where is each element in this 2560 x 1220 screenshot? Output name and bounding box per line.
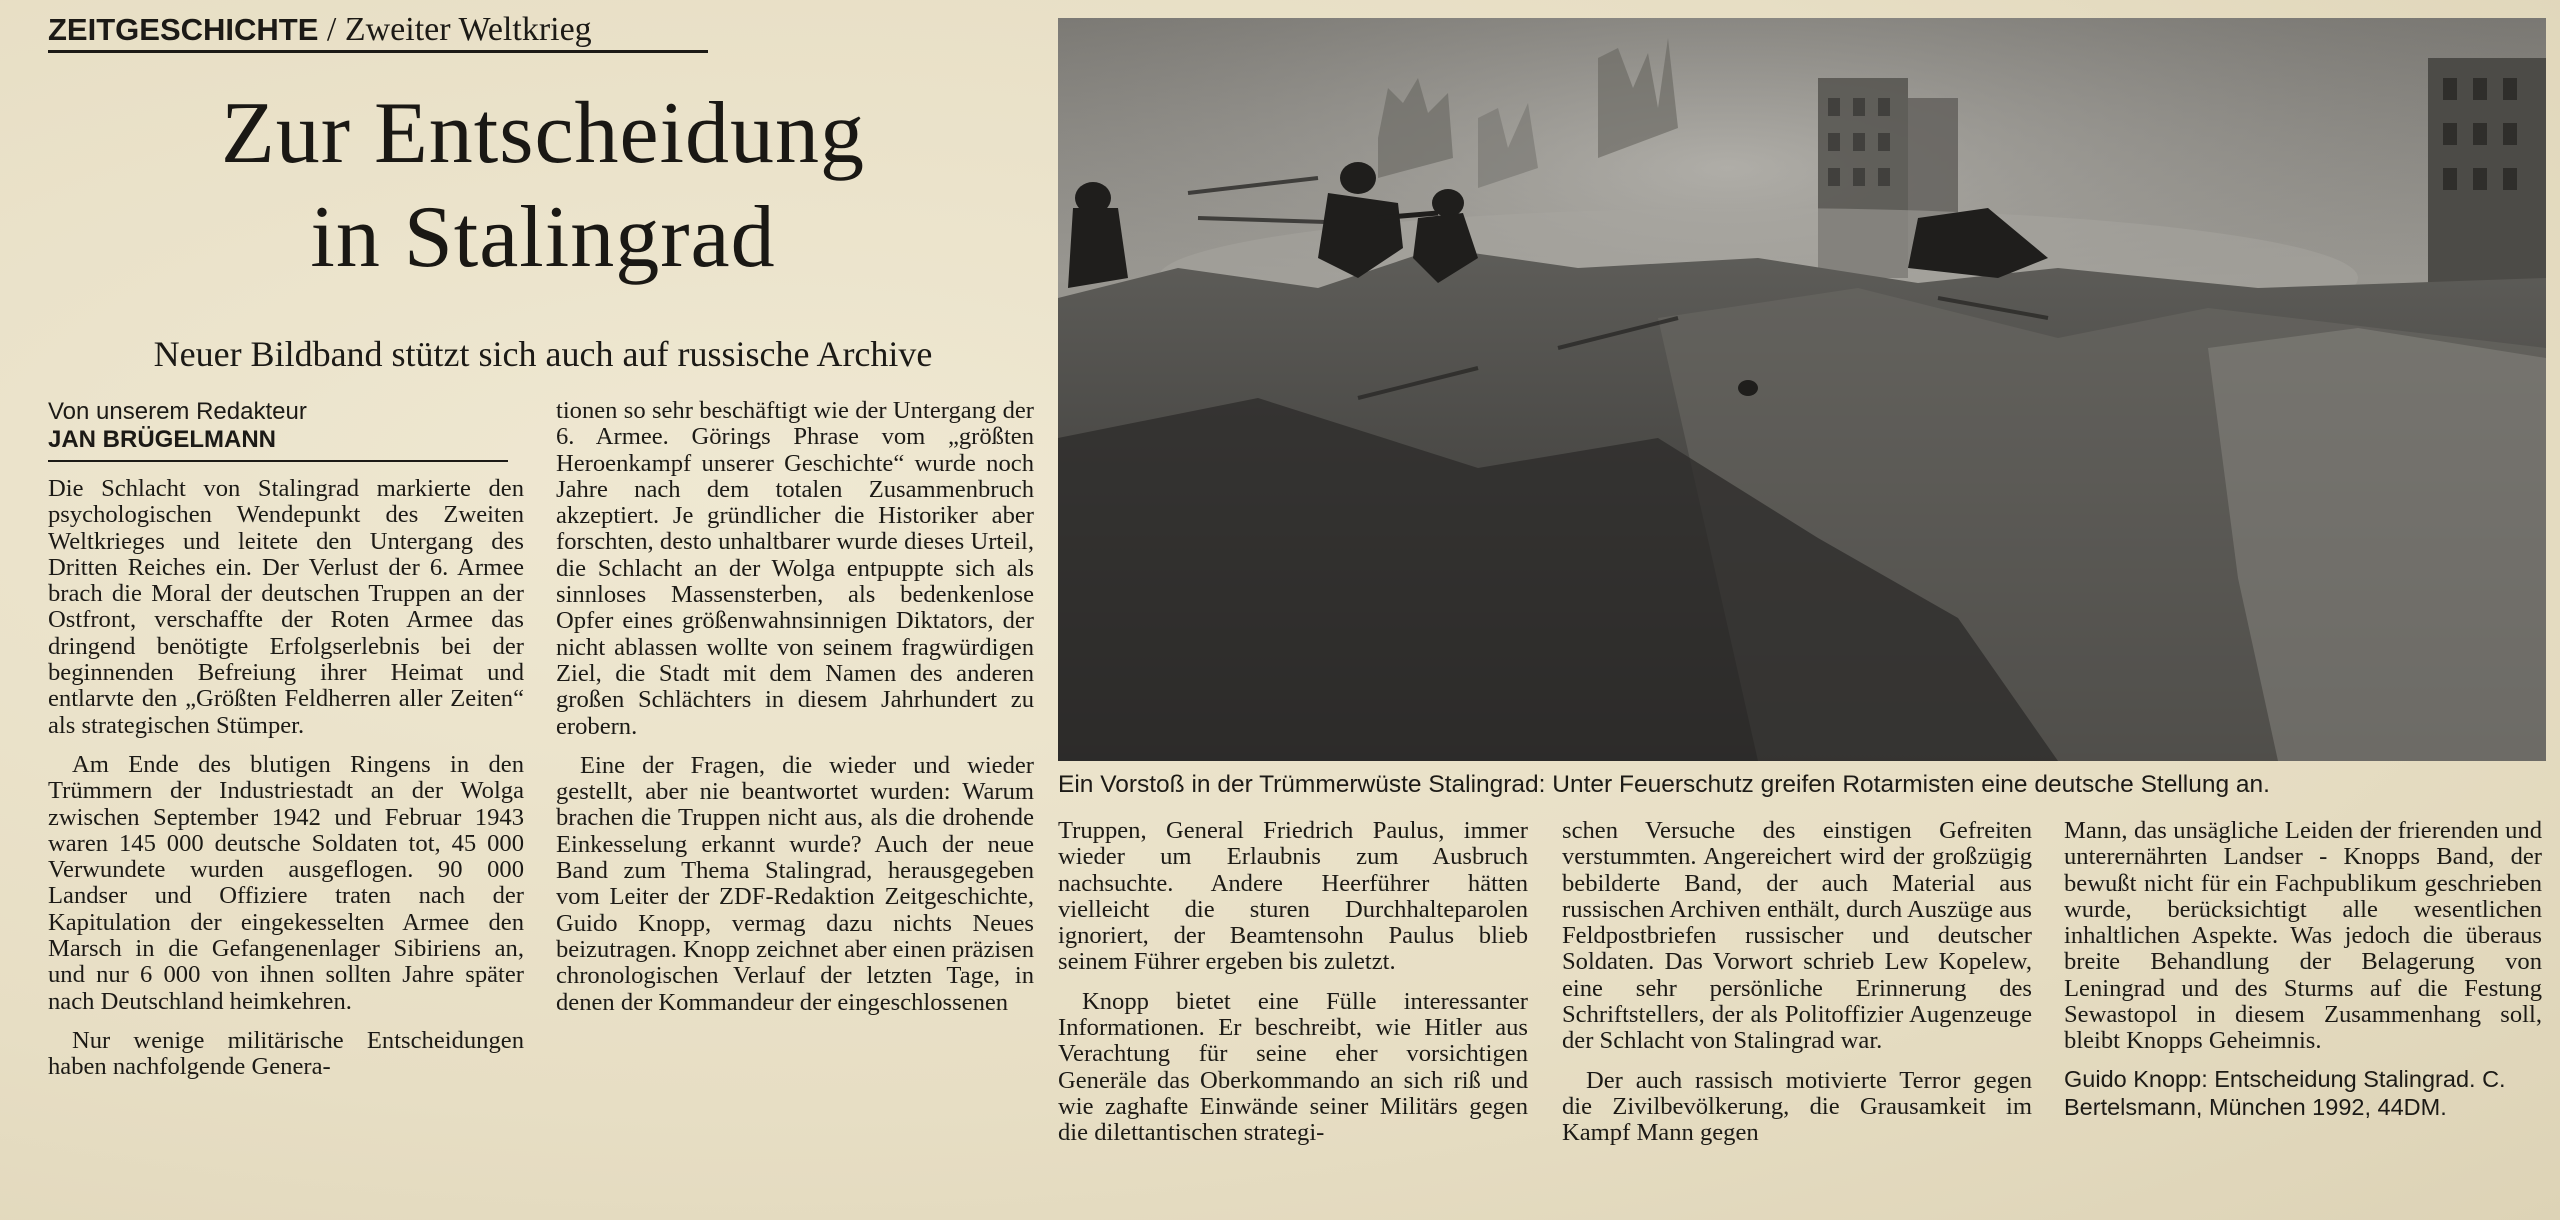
- photo-caption: Ein Vorstoß in der Trümmerwüste Stalingrad: Unter Feuerschutz greifen Rotarmisten eine deutsche Stellung an.: [1058, 771, 2270, 798]
- paragraph: Truppen, General Friedrich Paulus, immer wieder um Erlaubnis zum Ausbruch nachsuchte. Andere Heerführer hätten vielleicht die sturen Durchhalteparolen ignoriert, der Beamtensohn Paulus blieb seinem Führer ergeben bis zuletzt.: [1058, 817, 1528, 976]
- war-photo: [1058, 18, 2546, 761]
- article-headline: [48, 82, 1038, 290]
- article-column-4: [1562, 818, 2032, 1147]
- byline: [48, 398, 508, 462]
- paragraph: Mann, das unsägliche Leiden der frierenden und unterernährten Landser - Knopps Band, der bewußt nicht für ein Fachpublikum geschrieben wurde, berücksichtigt alle wesentlichen inhaltlichen Aspekte. Was jedoch die überaus breite Behandlung der Belagerung von Leningrad und des Sturms auf die Festung Sewastopol in diesem Zusammenhang soll, bleibt Knopps Geheimnis.: [2064, 817, 2542, 1055]
- article-column-5: [2064, 818, 2542, 1121]
- book-reference: Guido Knopp: Entscheidung Stalingrad. C. Bertelsmann, München 1992, 44DM.: [2064, 1065, 2506, 1120]
- article-column-3: [1058, 818, 1528, 1147]
- article-subtitle: Neuer Bildband stützt sich auch auf russische Archive: [153, 334, 933, 374]
- paragraph: Nur wenige militärische Entscheidungen haben nachfolgende Genera-: [48, 1026, 524, 1081]
- paragraph: Knopp bietet eine Fülle interessanter Informationen. Er beschreibt, wie Hitler aus Verachtung für seine eher vorsichtigen Generäle das Oberkommando an sich riß und wie zaghafte Einwände seiner Militärs gegen die dilettantischen strategi-: [1058, 987, 1528, 1147]
- kicker-separator: /: [318, 11, 345, 48]
- headline-line-1: Zur Entscheidung: [220, 85, 866, 182]
- headline-line-2: in Stalingrad: [310, 189, 776, 286]
- paragraph: Der auch rassisch motivierte Terror gegen die Zivilbevölkerung, die Grausamkeit im Kampf Mann gegen: [1562, 1066, 2032, 1147]
- topic-label: Zweiter Weltkrieg: [344, 11, 592, 48]
- paragraph: Eine der Fragen, die wieder und wieder gestellt, aber nie beantwortet wurden: Warum brachen die Truppen nicht aus, als die drohende Einkesselung erkannt wurde? Auch der neue Band zum Thema Stalingrad, herausgegeben vom Leiter der ZDF-Redaktion Zeitgeschichte, Guido Knopp, vermag dazu nichts Neues beizutragen. Knopp zeichnet aber einen präzisen chronologischen Verlauf der letzten Tage, in denen der Kommandeur der eingeschlossenen: [556, 751, 1034, 1016]
- byline-author: JAN BRÜGELMANN: [48, 426, 276, 453]
- paragraph: schen Versuche des einstigen Gefreiten verstummten. Angereichert wird der großzügig bebilderte Band, der auch Material aus russischen Archiven enthält, durch Auszüge aus Feldpostbriefen russischer und deutscher Soldaten. Das Vorwort schrieb Lew Kopelew, eine sehr persönliche Erinnerung des Schriftstellers, der als Politoffizier Augenzeuge der Schlacht von Stalingrad war.: [1562, 817, 2032, 1055]
- byline-prefix: Von unserem Redakteur: [48, 398, 307, 425]
- paragraph: Die Schlacht von Stalingrad markierte den psychologischen Wendepunkt des Zweiten Weltkrieges und leitete den Untergang des Dritten Reiches ein. Der Verlust der 6. Armee brach die Moral der deutschen Truppen an der Ostfront, verschaffte der Roten Armee das dringend benötigte Erfolgserlebnis bei der beginnenden Befreiung ihrer Heimat und entlarvte den „Größten Feldherren aller Zeiten“ als strategischen Stümper.: [48, 475, 524, 739]
- section-label: ZEITGESCHICHTE: [48, 12, 319, 47]
- stalingrad-ruins-image: [1058, 18, 2546, 761]
- paragraph: Am Ende des blutigen Ringens in den Trümmern der Industriestadt an der Wolga zwischen September 1942 und Februar 1943 waren 145 000 deutsche Soldaten tot, 45 000 Verwundete wurden ausgeflogen. 90 000 Landser und Offiziere traten nach der Kapitulation der eingekesselten Armee den Marsch in die Gefangenenlager Sibiriens an, und nur 6 000 von ihnen sollten Jahre später nach Deutschland heimkehren.: [48, 750, 524, 1015]
- section-kicker: [48, 10, 708, 53]
- article-column-2: [556, 398, 1034, 1016]
- paragraph: tionen so sehr beschäftigt wie der Untergang der 6. Armee. Görings Phrase vom „größten Heroenkampf unserer Geschichte“ wurde noch Jahre nach dem totalen Zusammenbruch akzeptiert. Je gründlicher die Historiker aber forschten, desto unhaltbarer wurde dieses Urteil, die Schlacht an der Wolga entpuppte sich als sinnloses Massensterben, als bedenkenlose Opfer eines größenwahnsinnigen Diktators, der nicht ablassen wollte von seinem fragwürdigen Ziel, die Stadt mit dem Namen des anderen großen Schlächters in diesem Jahrhundert zu erobern.: [556, 397, 1034, 740]
- article-column-1: [48, 476, 524, 1081]
